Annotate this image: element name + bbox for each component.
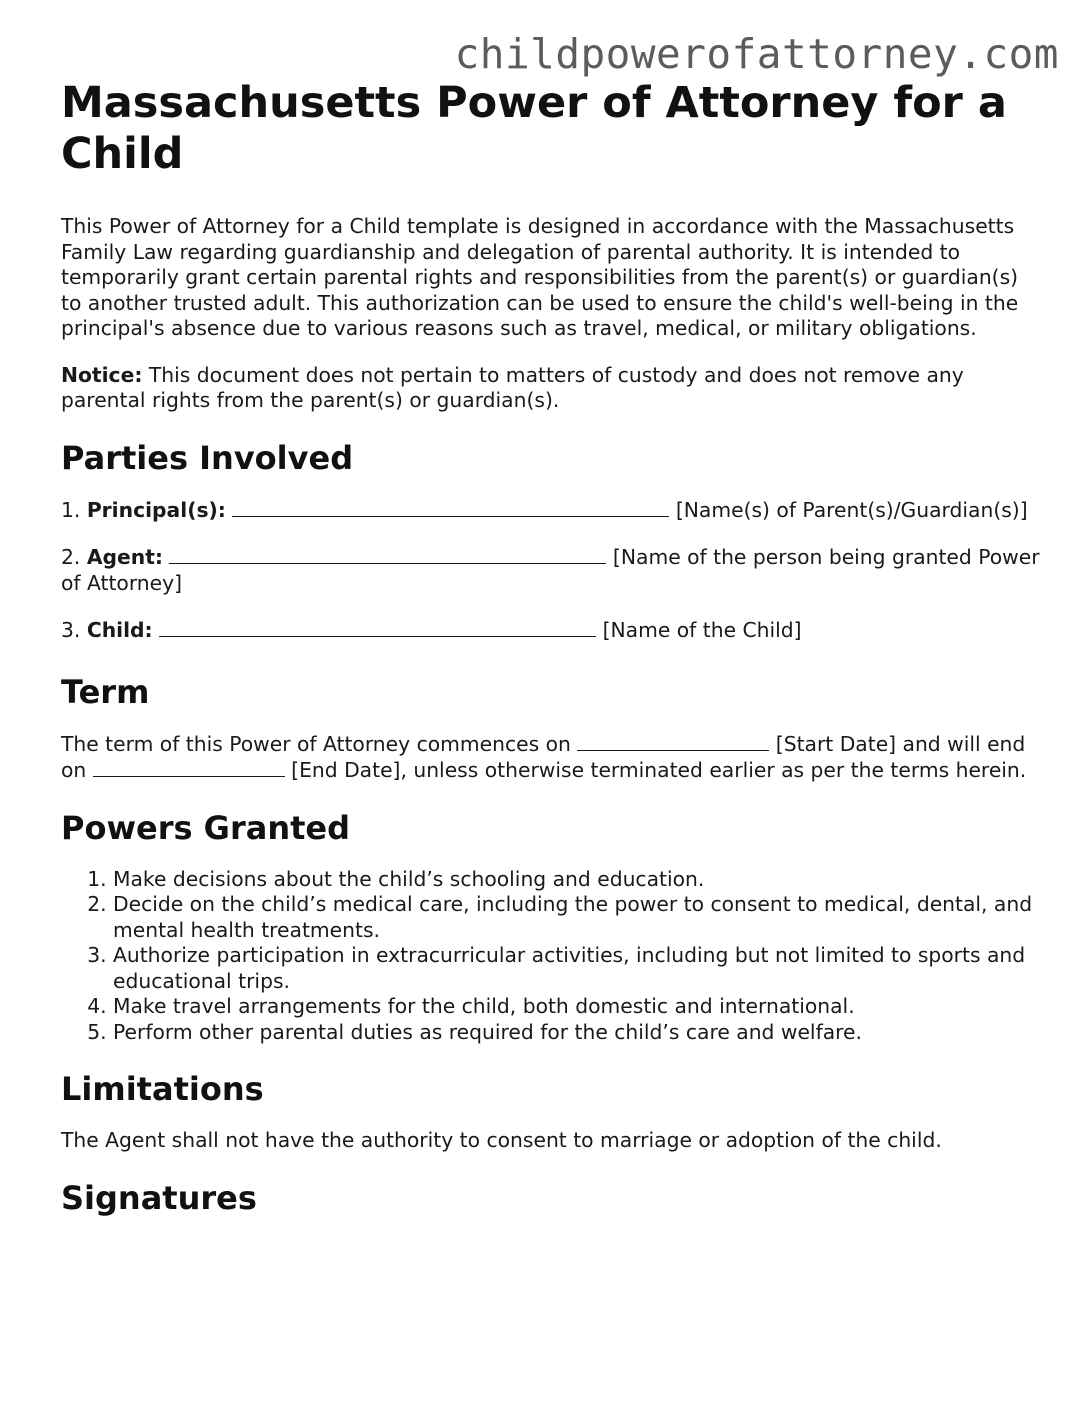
list-item: 1. Make decisions about the child’s schooling and education. xyxy=(113,867,1041,893)
party-label: Child: xyxy=(86,618,153,642)
party-label: Principal(s): xyxy=(86,497,226,522)
party-number: 1. xyxy=(61,497,87,522)
party-agent xyxy=(61,544,1041,596)
signatures-heading: Signatures xyxy=(61,1178,257,1217)
party-child xyxy=(61,617,1041,644)
document-page xyxy=(61,78,1041,1237)
list-item: 3. Authorize participation in extracurricular activities, including but not limited to sports and educational trips. xyxy=(113,943,1041,994)
list-item: 5. Perform other parental duties as required for the child’s care and welfare. xyxy=(113,1020,1041,1046)
notice-text: This document does not pertain to matters of custody and does not remove any parental rights from the parent(s) or guardian(s). xyxy=(61,362,964,412)
end-date-blank[interactable] xyxy=(93,757,285,777)
powers-list xyxy=(61,867,1041,1046)
start-date-blank[interactable] xyxy=(577,731,769,751)
list-item: 4. Make travel arrangements for the child, both domestic and international. xyxy=(113,994,1041,1020)
term-paragraph xyxy=(61,731,1041,784)
limitations-heading: Limitations xyxy=(61,1070,264,1108)
site-watermark: childpowerofattorney.com xyxy=(454,30,1059,78)
principal-name-blank[interactable] xyxy=(232,497,669,517)
powers-heading: Powers Granted xyxy=(61,808,350,847)
intro-paragraph: This Power of Attorney for a Child template is designed in accordance with the Massachusetts Family Law regarding guardianship and delegation of parental authority. It is intended to temporarily grant certain parental rights and responsibilities from the parent(s) or guardian(s) to another trusted adult. This authorization can be used to ensure the child's well-being in the principal's absence due to various reasons such as travel, medical, or military obligations. xyxy=(61,214,1019,340)
term-text-1: The term of this Power of Attorney commences on xyxy=(61,731,578,756)
list-item: 2. Decide on the child’s medical care, including the power to consent to medical, dental, and mental health treatments. xyxy=(113,892,1041,943)
party-number: 3. xyxy=(61,618,87,642)
notice-label: Notice: xyxy=(61,362,143,387)
term-heading: Term xyxy=(61,672,150,711)
term-text-2: [Start Date] and will end on xyxy=(61,731,1026,782)
limitations-paragraph: The Agent shall not have the authority to consent to marriage or adoption of the child. xyxy=(61,1128,942,1152)
notice-paragraph xyxy=(61,363,1041,414)
term-text-3: [End Date], unless otherwise terminated earlier as per the terms herein. xyxy=(284,758,1027,782)
child-name-blank[interactable] xyxy=(159,617,596,637)
party-principal xyxy=(61,497,1041,524)
party-label: Agent: xyxy=(86,545,164,569)
party-hint: [Name of the person being granted Power of Attorney] xyxy=(61,545,1040,595)
party-number: 2. xyxy=(61,545,87,569)
party-hint: [Name of the Child] xyxy=(596,618,802,642)
party-hint: [Name(s) of Parent(s)/Guardian(s)] xyxy=(669,497,1028,522)
agent-name-blank[interactable] xyxy=(169,544,606,564)
parties-heading: Parties Involved xyxy=(61,438,354,477)
page-title: Massachusetts Power of Attorney for a Child xyxy=(61,78,1007,179)
